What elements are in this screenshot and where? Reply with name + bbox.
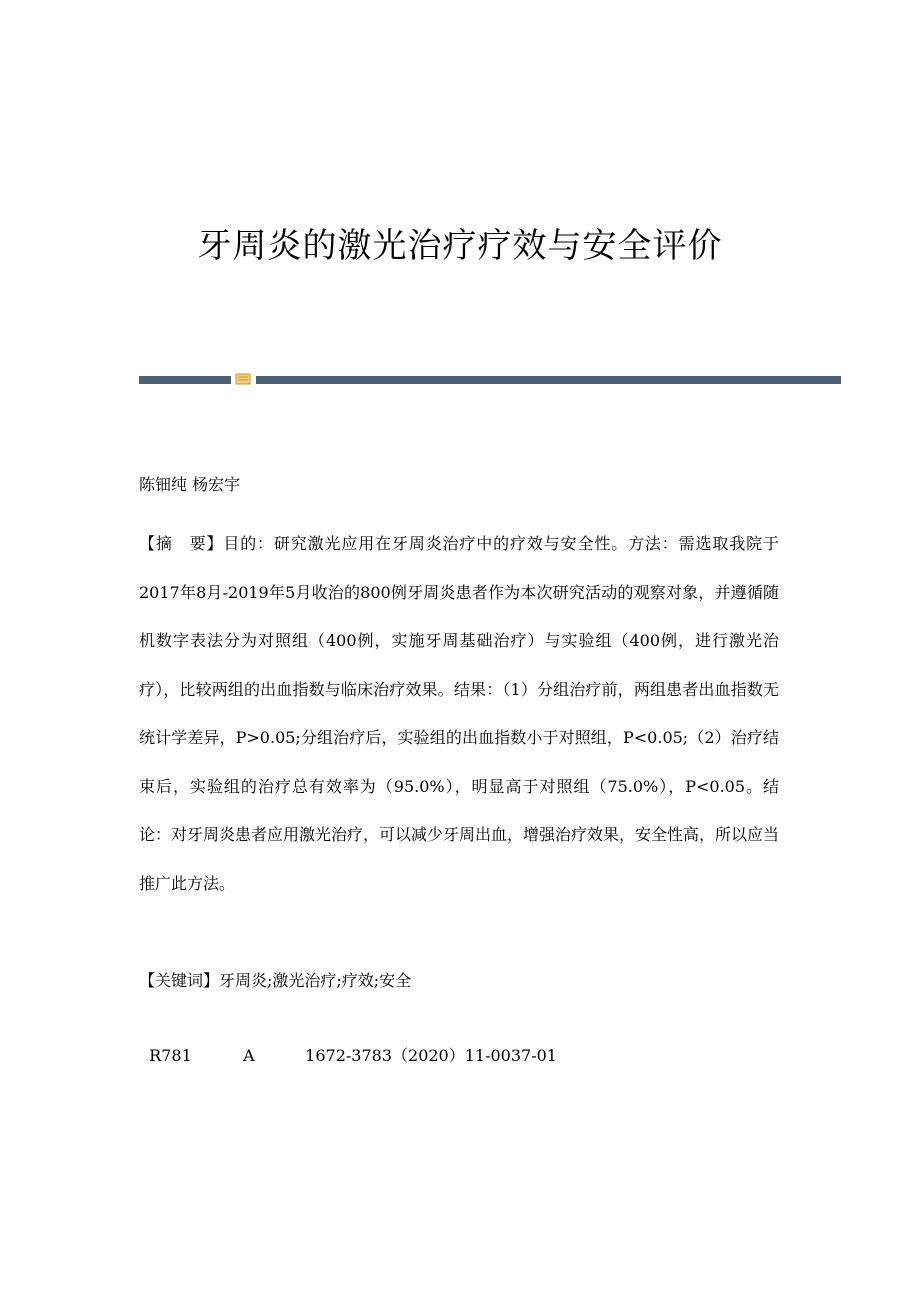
keywords-line [139, 968, 411, 991]
keywords-label: 【关键词】 [139, 971, 220, 990]
abstract-block [139, 520, 779, 908]
keywords-text: 牙周炎;激光治疗;疗效;安全 [219, 971, 412, 990]
title-divider [139, 372, 841, 388]
classification-codes [139, 1024, 557, 1066]
divider-left-bar [139, 376, 231, 384]
clc-code: R781 [149, 1046, 192, 1065]
abstract-text: 目的：研究激光应用在牙周炎治疗中的疗效与安全性。方法：需选取我院于2017年8月-2019年5月收治的800例牙周炎患者作为本次研究活动的观察对象，并遵循随机数字表法分为对照组（400例，实施牙周基础治疗）与实验组（400例，进行激光治疗），比较两组的出血指数与临床治疗效果。结果：（1）分组治疗前，两组患者出血指数无统计学差异，P>0.05;分组治疗后，实验组的出血指数小于对照组，P<0.05;（2）治疗结束后，实验组的治疗总有效率为（95.0%），明显高于对照组（75.0%），P<0.05。结论：对牙周炎患者应用激光治疗，可以减少牙周出血，增强治疗效果，安全性高，所以应当推广此方法。 [139, 534, 780, 893]
author-list: 陈钿纯 杨宏宇 [139, 475, 241, 494]
divider-ornament-icon [235, 373, 251, 385]
document-code: A [243, 1046, 255, 1065]
paper-title: 牙周炎的激光治疗疗效与安全评价 [197, 226, 723, 266]
abstract-label: 【摘 要】 [139, 534, 224, 553]
divider-right-bar [256, 376, 841, 384]
article-id: 1672-3783（2020）11-0037-01 [305, 1046, 557, 1065]
